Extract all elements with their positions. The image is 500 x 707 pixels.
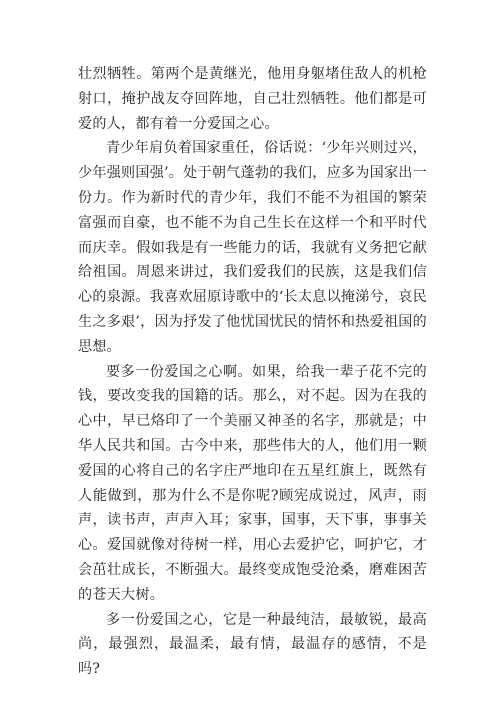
document-body: [78, 62, 427, 682]
paragraph-youth-responsibility: 青少年肩负着国家重任，俗话说：‘少年兴则过兴，少年强则国强’。处于朝气蓬勃的我们，应多为国家出一份力。作为新时代的青少年，我们不能不为祖国的繁荣富强而自豪，也不能不为自己生长在这样一个和平时代而庆幸。假如我是有一些能力的话，我就有义务把它献给祖国。周恩来讲过，我们爱我们的民族，这是我们信心的泉源。我喜欢屈原诗歌中的‘长太息以掩涕兮，哀民生之多艰’，因为抒发了他忧国忧民的情怀和热爱祖国的思想。: [78, 140, 427, 355]
paragraph-patriotic-heart: 要多一份爱国之心啊。如果，给我一辈子花不完的钱，要改变我的国籍的话。那么，对不起。因为在我的心中，早已烙印了一个美丽又神圣的名字，那就是；中华人民共和国。古今中来，那些伟大的人，他们用一颗爱国的心将自己的名字庄严地印在五星红旗上，既然有人能做到，那为什么不是你呢?顾宪成说过，风声，雨声，读书声，声声入耳；家事，国事，天下事，事事关心。爱国就像对待树一样，用心去爱护它，呵护它，才会茁壮成长，不断强大。最终变成饱受沧桑，磨难困苦的苍天大树。: [78, 363, 427, 603]
paragraph-continuation: 壮烈牺牲。第两个是黄继光，他用身躯堵住敌人的机枪射口，掩护战友夺回阵地，自己壮烈牺牲。他们都是可爱的人，都有着一分爱国之心。: [78, 66, 427, 132]
paragraph-conclusion: 多一份爱国之心，它是一种最纯洁，最敏锐，最高尚，最强烈，最温柔，最有情，最温存的感情，不是吗?: [78, 611, 427, 678]
